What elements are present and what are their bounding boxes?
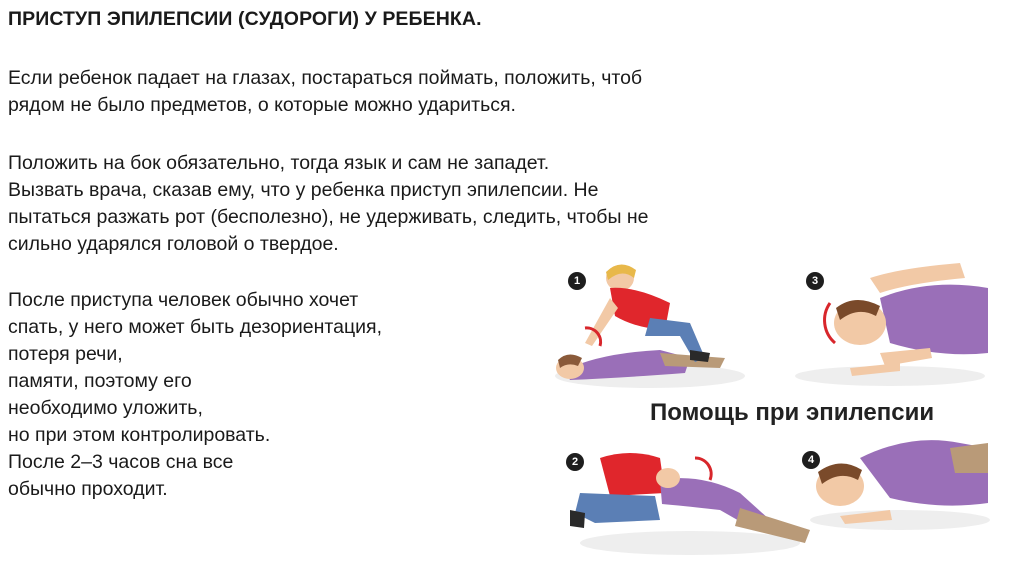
paragraph-fall [8, 65, 642, 119]
step-number-3: 3 [806, 272, 824, 290]
text-line: но при этом контролировать. [8, 424, 271, 446]
text-line: памяти, поэтому его [8, 370, 192, 392]
text-line: обычно проходит. [8, 478, 168, 500]
paragraph-side-position [8, 150, 649, 258]
text-line: Если ребенок падает на глазах, постараться поймать, положить, чтоб [8, 67, 643, 89]
text-line: сильно ударялся головой о твердое. [8, 233, 339, 255]
text-line: пытаться разжать рот (бесполезно), не удерживать, следить, чтобы не [8, 206, 649, 228]
illustration-caption: Помощь при эпилепсии [650, 399, 935, 426]
step-number-2: 2 [566, 453, 584, 471]
page-title: ПРИСТУП ЭПИЛЕПСИИ (СУДОРОГИ) У РЕБЕНКА. [8, 8, 482, 30]
step-number-1: 1 [568, 272, 586, 290]
text-line: спать, у него может быть дезориентация, [8, 316, 383, 338]
text-line: Положить на бок обязательно, тогда язык и сам не западет. [8, 152, 550, 174]
text-line: необходимо уложить, [8, 397, 203, 419]
text-line: потеря речи, [8, 343, 123, 365]
text-line: рядом не было предметов, о которые можно удариться. [8, 94, 516, 116]
paragraph-after-seizure [8, 287, 382, 503]
text-line: Вызвать врача, сказав ему, что у ребенка приступ эпилепсии. Не [8, 179, 599, 201]
step-number-4: 4 [802, 451, 820, 469]
text-line: После приступа человек обычно хочет [8, 289, 359, 311]
panel-2-illustration [570, 453, 810, 555]
panel-4-illustration [810, 440, 990, 530]
text-line: После 2–3 часов сна все [8, 451, 234, 473]
